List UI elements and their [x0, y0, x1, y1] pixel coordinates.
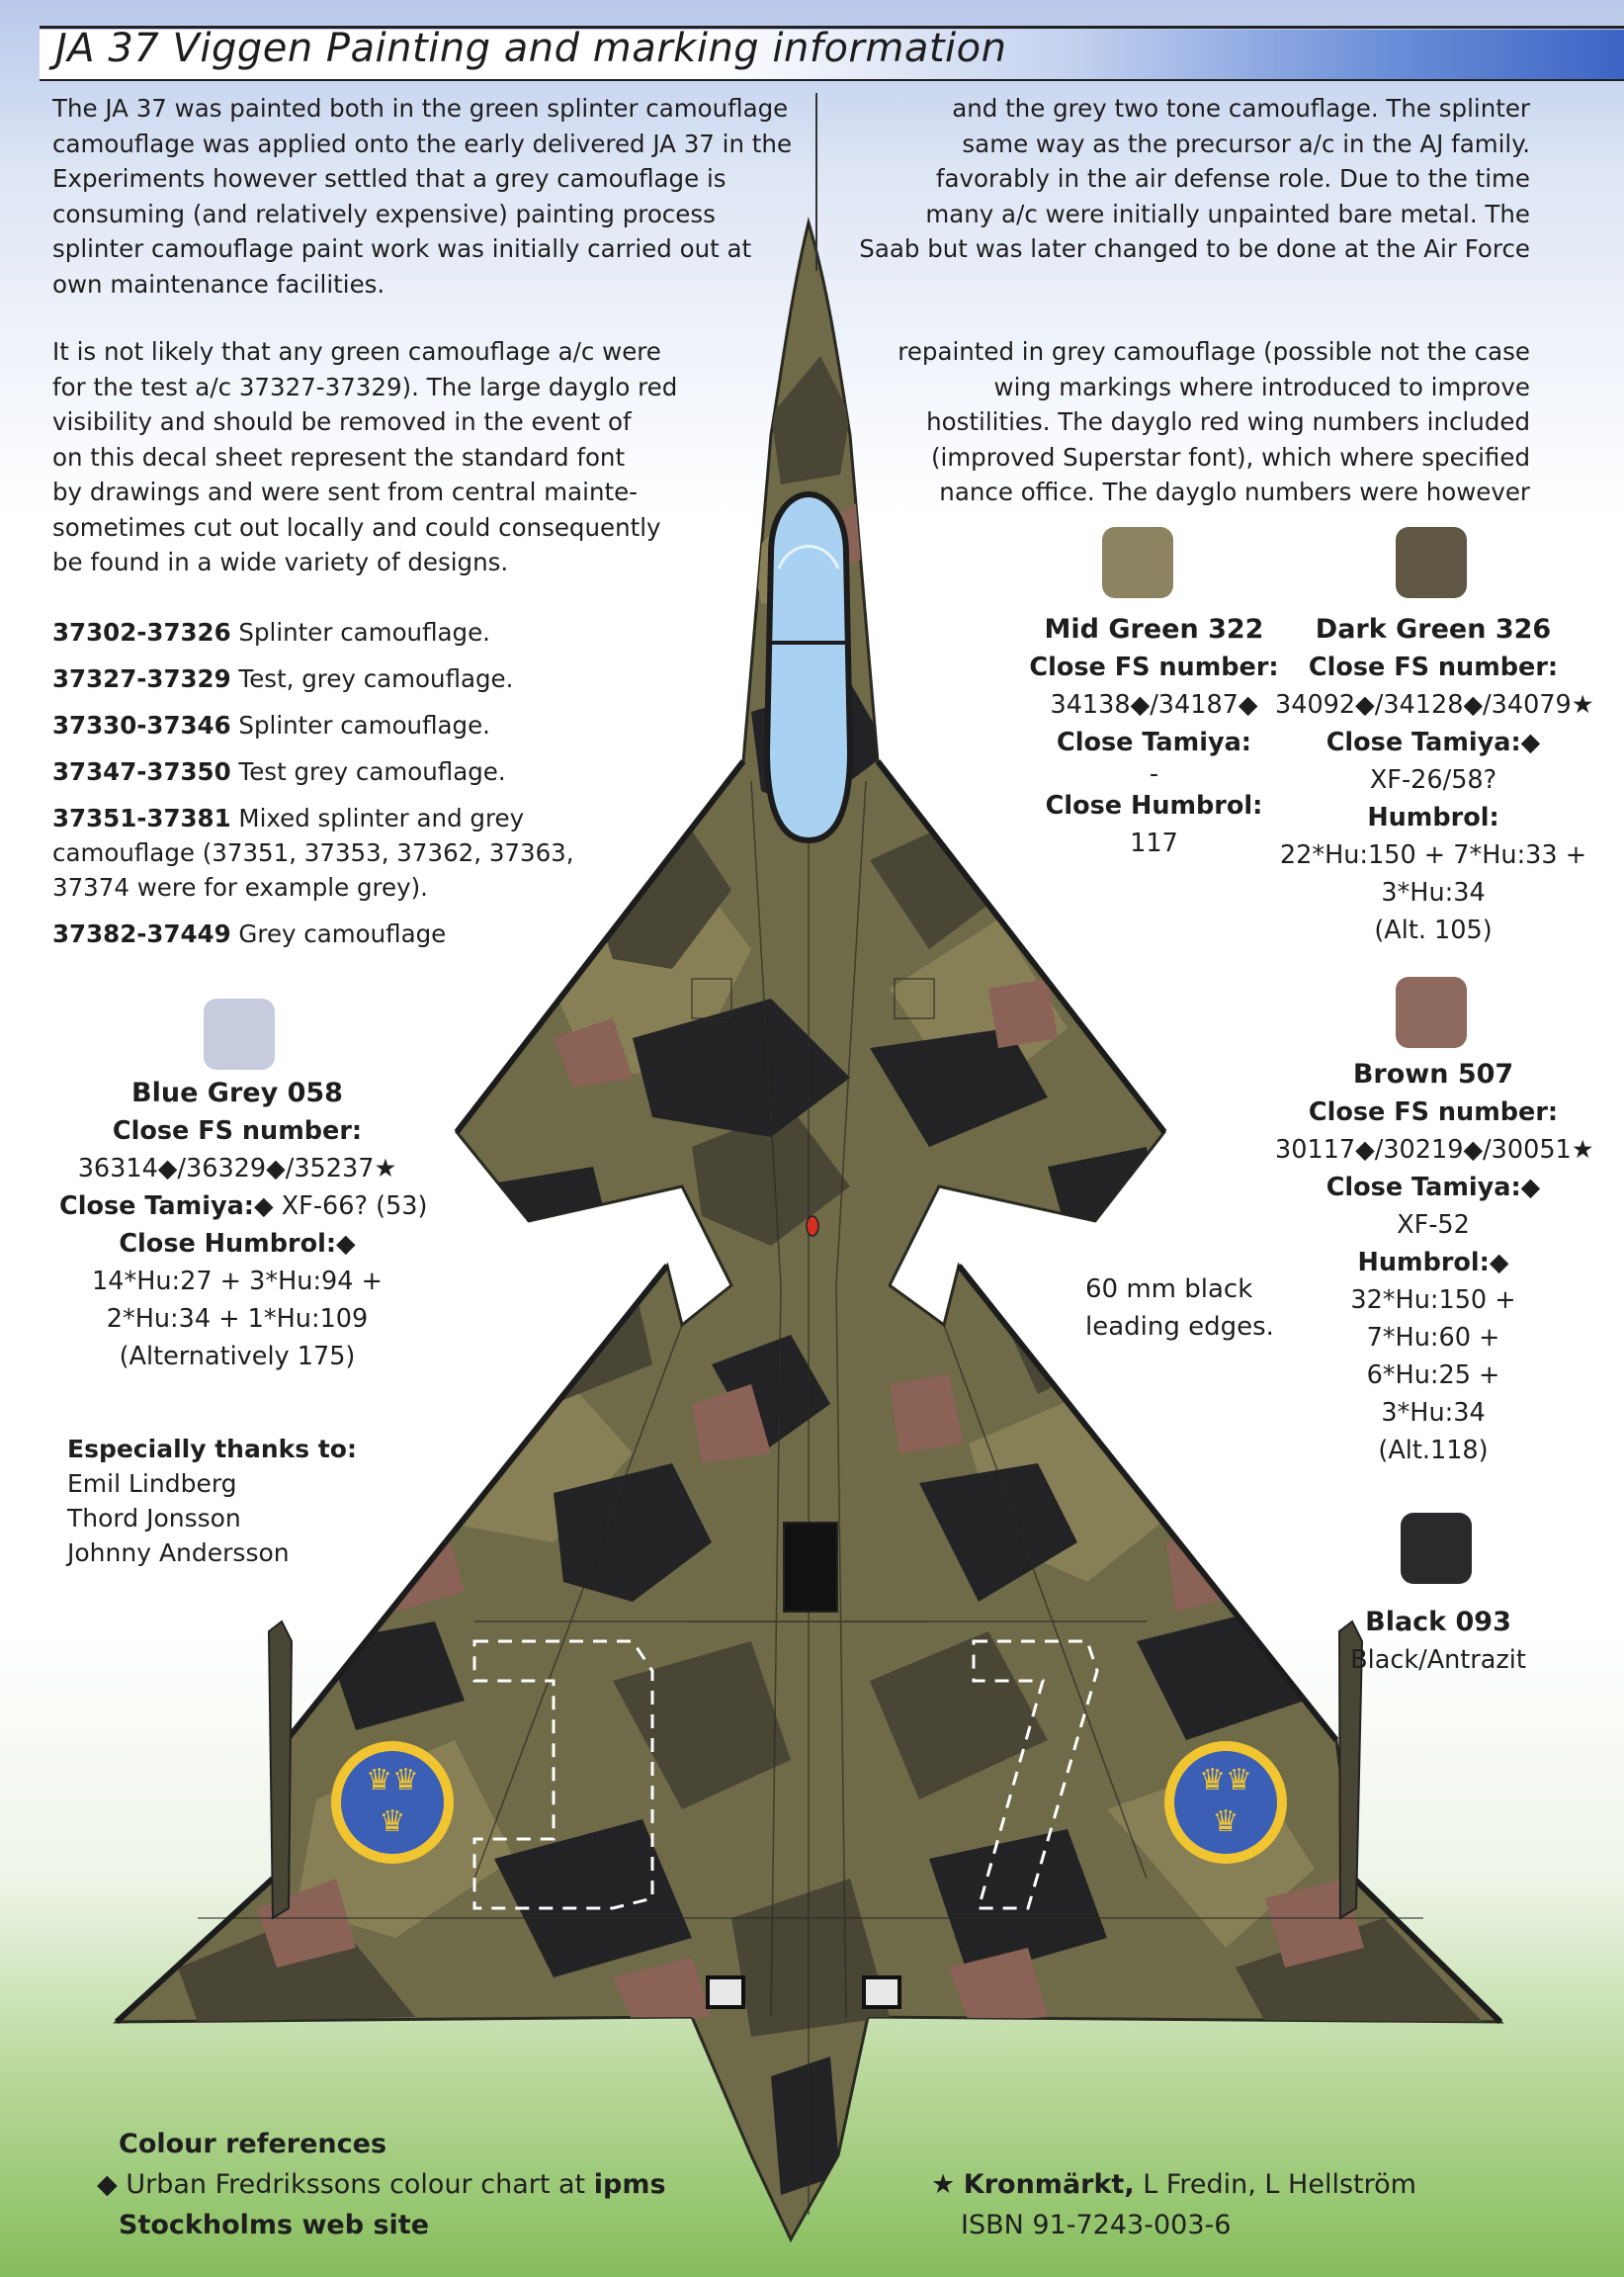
- paint-name: Blue Grey 058: [131, 1078, 343, 1108]
- humbrol-value: 22*Hu:150 + 7*Hu:33 +: [1279, 840, 1587, 870]
- belly-panel: [784, 1523, 837, 1612]
- column-divider: [815, 93, 817, 271]
- thanks-name: Emil Lindberg: [67, 1469, 237, 1498]
- text-line: It is not likely that any green camouflage a/c were: [52, 337, 661, 366]
- colour-references: [97, 2124, 666, 2245]
- humbrol-label: Humbrol:: [1367, 803, 1499, 832]
- humbrol-value: (Alternatively 175): [119, 1342, 356, 1371]
- text-line: leading edges.: [1085, 1312, 1274, 1342]
- svg-text:♛: ♛: [379, 1804, 406, 1839]
- text-line: camouflage was applied onto the early delivered JA 37 in the: [52, 129, 793, 158]
- book-reference: [931, 2164, 1416, 2245]
- intro-right-paragraph: [859, 91, 1530, 267]
- humbrol-value: 3*Hu:34: [1381, 878, 1486, 908]
- left-wingtip-rail: [269, 1621, 292, 1918]
- serial-item: camouflage (37351, 37353, 37362, 37363,: [52, 838, 574, 867]
- text-line: be found in a wide variety of designs.: [52, 548, 509, 576]
- book-title: Kronmärkt,: [963, 2169, 1135, 2200]
- blue-grey-info: [59, 1075, 428, 1375]
- red-beacon: [807, 1216, 818, 1236]
- intro-left-paragraph: [52, 91, 792, 302]
- fs-value: 36314◆/36329◆/35237★: [77, 1154, 397, 1183]
- second-right-paragraph: [897, 334, 1530, 510]
- fs-label: Close FS number:: [112, 1116, 363, 1146]
- svg-text:♛: ♛: [1212, 1804, 1239, 1839]
- tamiya-value: XF-66? (53): [273, 1191, 428, 1221]
- fs-value: 30117◆/30219◆/30051★: [1275, 1135, 1594, 1165]
- humbrol-value: 7*Hu:60 +: [1366, 1323, 1500, 1353]
- humbrol-label: Humbrol:◆: [1357, 1248, 1509, 1277]
- title-bar: [0, 0, 1624, 79]
- text-line: on this decal sheet represent the standard font: [52, 442, 626, 472]
- second-left-paragraph: [52, 334, 677, 580]
- svg-text:♛♛: ♛♛: [366, 1763, 419, 1797]
- humbrol-value: 6*Hu:25 +: [1366, 1360, 1500, 1390]
- tamiya-label: Close Tamiya:◆: [1325, 728, 1541, 757]
- isbn: ISBN 91-7243-003-6: [961, 2210, 1232, 2240]
- text-line: favorably in the air defense role. Due to the time: [935, 164, 1530, 193]
- text-line: The JA 37 was painted both in the green splinter camouflage: [52, 94, 789, 123]
- web-site-text: Stockholms web site: [119, 2210, 430, 2240]
- serial-item: 37382-37449 Grey camouflage: [52, 920, 447, 948]
- humbrol-value: 14*Hu:27 + 3*Hu:94 +: [92, 1267, 383, 1296]
- dark-green-swatch: [1396, 527, 1467, 598]
- blue-grey-swatch: [204, 999, 275, 1070]
- humbrol-value: 32*Hu:150 +: [1350, 1285, 1516, 1315]
- humbrol-label: Close Humbrol:◆: [119, 1229, 356, 1259]
- mid-green-info: [998, 611, 1310, 862]
- text-line: 60 mm black: [1085, 1274, 1253, 1304]
- tamiya-value: -: [1149, 759, 1159, 789]
- text-line: (improved Superstar font), which where specified: [930, 442, 1530, 472]
- page-title: JA 37 Viggen Painting and marking information: [55, 26, 1007, 71]
- text-line: consuming (and relatively expensive) painting process: [52, 199, 716, 228]
- text-line: same way as the precursor a/c in the AJ family.: [962, 129, 1530, 158]
- right-vent: [864, 1977, 899, 2007]
- tamiya-label: Close Tamiya:: [1057, 728, 1251, 757]
- paint-name: Mid Green 322: [1044, 614, 1264, 645]
- serial-list: [52, 615, 574, 951]
- humbrol-value: 3*Hu:34: [1381, 1398, 1486, 1428]
- svg-text:♛♛: ♛♛: [1199, 1763, 1252, 1797]
- fs-label: Close FS number:: [1308, 653, 1559, 682]
- tamiya-value: XF-52: [1397, 1210, 1470, 1240]
- paint-name: Brown 507: [1352, 1059, 1514, 1090]
- title-bottom-rule: [40, 79, 1624, 81]
- thanks-name: Johnny Andersson: [67, 1538, 290, 1567]
- thanks-name: Thord Jonsson: [67, 1504, 241, 1533]
- text-line: Experiments however settled that a grey camouflage is: [52, 164, 727, 193]
- right-roundel: [1164, 1741, 1287, 1864]
- ipms-text: ipms: [593, 2169, 666, 2200]
- black-info: [1315, 1604, 1562, 1679]
- brown-swatch: [1396, 977, 1467, 1048]
- text-line: and the grey two tone camouflage. The splinter: [952, 94, 1530, 123]
- text-line: Saab but was later changed to be done at the Air Force: [859, 234, 1530, 263]
- serial-item: 37374 were for example grey).: [52, 873, 428, 902]
- text-line: nance office. The dayglo numbers were however: [939, 478, 1530, 506]
- tamiya-label: Close Tamiya:◆: [59, 1191, 274, 1221]
- text-line: visibility and should be removed in the event of: [52, 407, 632, 436]
- text-line: wing markings where introduced to improve: [993, 372, 1530, 401]
- humbrol-value: 2*Hu:34 + 1*Hu:109: [106, 1304, 369, 1334]
- text-line: by drawings and were sent from central mainte-: [52, 478, 638, 506]
- serial-item: 37347-37350 Test grey camouflage.: [52, 757, 506, 786]
- paint-name: Dark Green 326: [1315, 614, 1552, 645]
- serial-item: 37327-37329 Test, grey camouflage.: [52, 664, 514, 693]
- star-symbol: ★: [931, 2169, 964, 2200]
- fs-value: 34138◆/34187◆: [1050, 690, 1258, 720]
- colour-chart-text: ◆ Urban Fredrikssons colour chart at: [97, 2169, 594, 2200]
- mid-green-swatch: [1102, 527, 1173, 598]
- text-line: for the test a/c 37327-37329). The large dayglo red: [52, 372, 678, 401]
- paint-desc: Black/Antrazit: [1350, 1645, 1526, 1675]
- black-swatch: [1401, 1513, 1472, 1584]
- tamiya-value: XF-26/58?: [1369, 765, 1497, 795]
- serial-item: 37351-37381 Mixed splinter and grey: [52, 804, 525, 832]
- serial-item: 37302-37326 Splinter camouflage.: [52, 618, 490, 647]
- text-line: splinter camouflage paint work was initially carried out at: [52, 234, 752, 263]
- book-authors: L Fredin, L Hellström: [1134, 2169, 1416, 2200]
- humbrol-value: (Alt. 105): [1374, 916, 1493, 945]
- colour-references-heading: Colour references: [119, 2129, 387, 2159]
- text-line: many a/c were initially unpainted bare metal. The: [925, 199, 1530, 228]
- fs-label: Close FS number:: [1308, 1097, 1559, 1127]
- leading-edge-note: [1085, 1270, 1274, 1346]
- tamiya-label: Close Tamiya:◆: [1325, 1173, 1541, 1202]
- fs-label: Close FS number:: [1029, 653, 1279, 682]
- text-line: repainted in grey camouflage (possible not the case: [897, 337, 1530, 366]
- fs-value: 34092◆/34128◆/34079★: [1275, 690, 1594, 720]
- brown-info: [1275, 1056, 1594, 1469]
- serial-item: 37330-37346 Splinter camouflage.: [52, 711, 490, 740]
- humbrol-value: (Alt.118): [1378, 1436, 1489, 1465]
- paint-name: Black 093: [1365, 1607, 1511, 1637]
- text-line: sometimes cut out locally and could consequently: [52, 512, 661, 542]
- thanks-block: [67, 1432, 357, 1570]
- text-line: hostilities. The dayglo red wing numbers included: [926, 407, 1530, 436]
- left-roundel: [331, 1741, 454, 1864]
- humbrol-value: 117: [1130, 829, 1178, 858]
- dark-green-info: [1275, 611, 1594, 949]
- left-vent: [708, 1977, 743, 2007]
- tamiya-row: [59, 1187, 428, 1225]
- humbrol-label: Close Humbrol:: [1045, 791, 1263, 821]
- thanks-heading: Especially thanks to:: [67, 1435, 357, 1463]
- text-line: own maintenance facilities.: [52, 269, 385, 299]
